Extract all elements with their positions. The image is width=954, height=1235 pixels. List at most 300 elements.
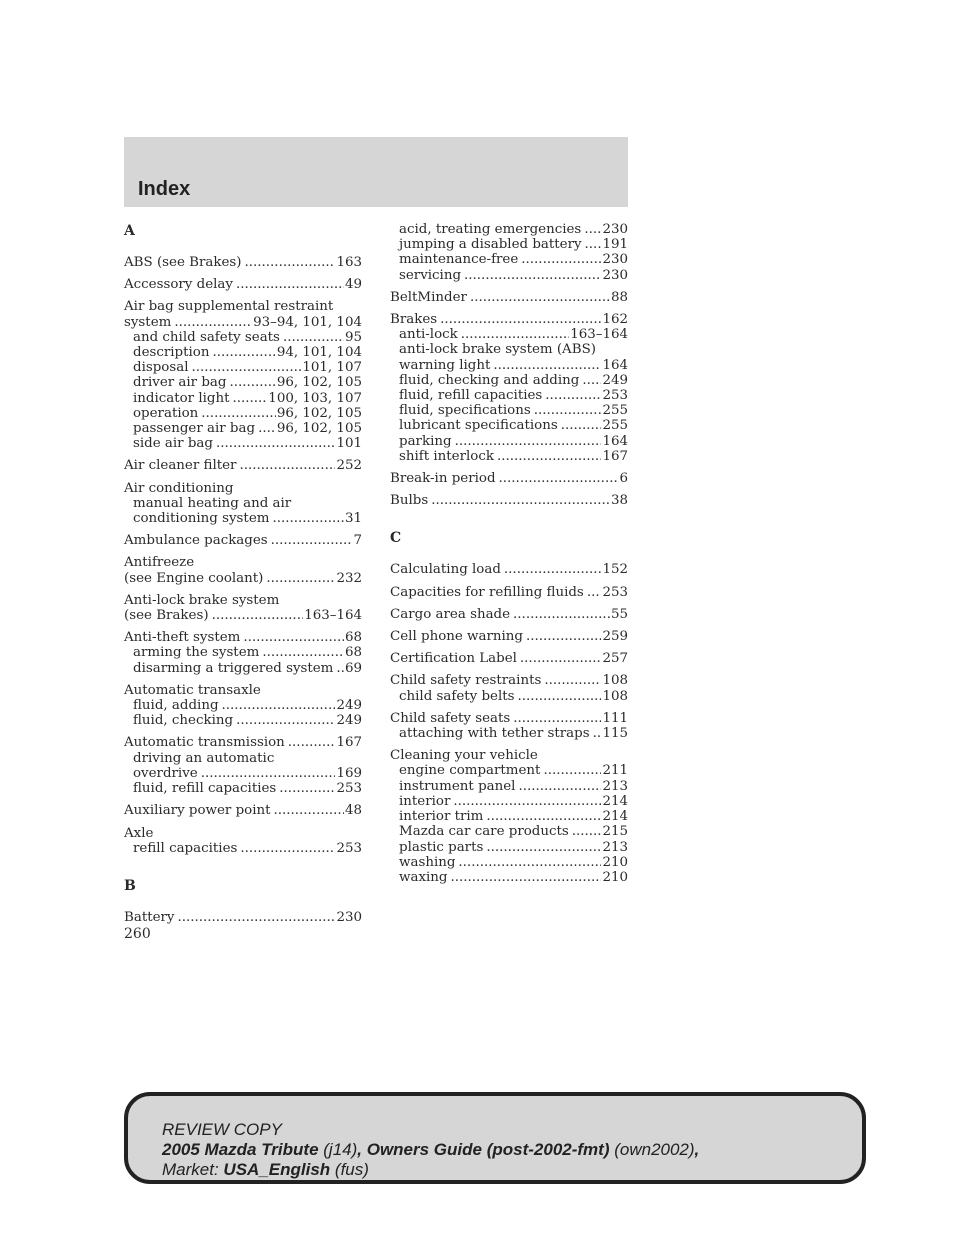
entry-term: fluid, adding [133, 698, 219, 714]
dot-leader [544, 673, 601, 688]
index-entry-line [390, 607, 628, 622]
vehicle-model-code: (j14) [323, 1140, 358, 1159]
entry-term: refill capacities [133, 840, 238, 856]
index-entry-line [124, 608, 362, 623]
entry-term: driving an automatic [133, 750, 275, 766]
dot-leader [192, 360, 302, 375]
entry-page-ref: 249 [336, 698, 362, 714]
entries-b-continued [390, 222, 628, 508]
index-entry-line [124, 571, 362, 586]
index-subentry-line [124, 698, 362, 713]
section-letter-c: C [390, 530, 402, 547]
dot-leader [288, 735, 336, 750]
index-entry-line [390, 711, 628, 726]
index-entry [124, 277, 362, 292]
index-entry [390, 493, 628, 508]
entry-term: fluid, refill capacities [133, 781, 277, 797]
entry-page-ref: 232 [336, 570, 362, 586]
market-label: Market: [162, 1160, 219, 1179]
entry-page-ref: 214 [602, 809, 628, 825]
entry-term: servicing [399, 267, 462, 283]
entry-term: parking [399, 433, 452, 449]
entry-page-ref: 93–94, 101, 104 [253, 314, 362, 330]
entry-page-ref: 38 [610, 493, 628, 509]
entries-a [124, 255, 362, 856]
index-entry [390, 748, 628, 885]
entry-page-ref: 152 [602, 562, 628, 578]
entry-term: Brakes [390, 312, 438, 328]
index-entry [124, 683, 362, 729]
header-band [124, 137, 628, 207]
index-entry-line [124, 299, 362, 314]
entry-page-ref: 253 [602, 584, 628, 600]
entry-page-ref: 215 [602, 824, 628, 840]
index-column-left [124, 222, 362, 932]
guide-name: , Owners Guide (post-2002-fmt) [357, 1140, 610, 1159]
index-subentry-line [390, 689, 628, 704]
index-entry [124, 735, 362, 796]
index-entry-line [390, 585, 628, 600]
title-comma: , [694, 1140, 700, 1159]
dot-leader [526, 629, 601, 644]
dot-leader [174, 315, 252, 330]
entry-page-ref: 210 [602, 854, 628, 870]
entry-page-ref: 255 [602, 418, 628, 434]
dot-leader [271, 533, 353, 548]
index-subentry-line [124, 375, 362, 390]
review-copy-label: REVIEW COPY [162, 1120, 282, 1139]
entry-page-ref: 48 [344, 803, 362, 819]
index-subentry-line [390, 222, 628, 237]
review-copy-text [162, 1120, 699, 1180]
entry-term: Air cleaner filter [124, 458, 237, 474]
entry-page-ref: 230 [602, 222, 628, 237]
entry-term: (see Brakes) [124, 608, 209, 624]
dot-leader [222, 698, 336, 713]
index-subentry-line [390, 403, 628, 418]
index-entry [124, 458, 362, 473]
index-entry-line [124, 630, 362, 645]
entry-term: overdrive [133, 765, 198, 781]
entry-page-ref: 213 [602, 778, 628, 794]
index-subentry-line [390, 824, 628, 839]
dot-leader [513, 607, 610, 622]
entry-page-ref: 108 [602, 673, 628, 689]
index-subentry-line [390, 373, 628, 388]
dot-leader [543, 763, 601, 778]
dot-leader [233, 391, 268, 406]
index-entry-line [390, 629, 628, 644]
index-entry-line [390, 562, 628, 577]
dot-leader [499, 471, 619, 486]
entry-page-ref: 101 [336, 436, 362, 452]
dot-leader [582, 373, 601, 388]
dot-leader [239, 458, 335, 473]
dot-leader [431, 493, 610, 508]
entry-page-ref: 253 [602, 388, 628, 404]
index-subentry-line [124, 511, 362, 526]
entry-term: Accessory delay [124, 277, 233, 293]
index-subentry-line [390, 449, 628, 464]
index-subentry-line [124, 345, 362, 360]
entry-term: Air bag supplemental restraint [124, 299, 334, 315]
index-entry [124, 555, 362, 585]
entry-page-ref: 191 [602, 237, 628, 253]
index-entry-line [124, 910, 362, 925]
entry-term: system [124, 314, 172, 330]
entry-page-ref: 88 [610, 289, 628, 305]
index-entry-line [124, 255, 362, 270]
page-number: 260 [124, 926, 151, 942]
index-subentry-line [124, 436, 362, 451]
review-copy-title-line [162, 1140, 699, 1160]
dot-leader [258, 421, 276, 436]
dot-leader [521, 252, 601, 267]
entry-term: Ambulance packages [124, 533, 268, 549]
dot-leader [461, 327, 569, 342]
index-entry [124, 481, 362, 527]
index-entry [390, 651, 628, 666]
entry-term: (see Engine coolant) [124, 570, 264, 586]
index-entry [390, 471, 628, 486]
index-entry-line [124, 803, 362, 818]
entry-page-ref: 163 [336, 255, 362, 270]
entry-term: ABS (see Brakes) [124, 255, 242, 270]
index-subentry-line [124, 406, 362, 421]
index-subentry-line [390, 809, 628, 824]
entry-page-ref: 96, 102, 105 [276, 375, 362, 391]
index-subentry-line [390, 388, 628, 403]
entry-page-ref: 167 [336, 735, 362, 751]
entry-page-ref: 164 [602, 357, 628, 373]
entry-term: Air conditioning [124, 480, 234, 496]
index-entry-line [124, 826, 362, 841]
dot-leader [518, 689, 602, 704]
index-entry-line [390, 312, 628, 327]
index-entry-line [124, 458, 362, 473]
dot-leader [212, 608, 304, 623]
entry-page-ref: 255 [602, 403, 628, 419]
index-entry-line [390, 651, 628, 666]
index-subentry-line [390, 726, 628, 741]
entry-term: anti-lock brake system (ABS) [399, 342, 596, 358]
entry-page-ref: 115 [602, 726, 628, 742]
entry-term: Cell phone warning [390, 629, 524, 645]
index-entry [390, 629, 628, 644]
index-subentry-line [124, 645, 362, 660]
entry-term: maintenance-free [399, 252, 519, 268]
market-code: (fus) [334, 1160, 369, 1179]
index-entry [390, 585, 628, 600]
dot-leader [455, 434, 602, 449]
entry-page-ref: 68 [344, 630, 362, 646]
section-letter-b: B [124, 877, 136, 894]
index-subentry-line [124, 751, 362, 766]
index-column-right [390, 222, 628, 892]
section-letter-a: A [124, 223, 135, 239]
dot-leader [336, 661, 344, 676]
dot-leader [245, 255, 336, 270]
entry-term: disposal [133, 360, 189, 376]
dot-leader [545, 388, 601, 403]
index-entry-line [390, 673, 628, 688]
entry-page-ref: 230 [602, 267, 628, 283]
entry-term: description [133, 345, 210, 361]
entry-page-ref: 100, 103, 107 [268, 390, 362, 406]
entries-c [390, 562, 628, 885]
dot-leader [262, 645, 344, 660]
dot-leader [518, 779, 601, 794]
entry-page-ref: 164 [602, 433, 628, 449]
index-entry [124, 533, 362, 548]
entry-page-ref: 94, 101, 104 [276, 345, 362, 361]
dot-leader [572, 824, 602, 839]
entry-term: lubricant specifications [399, 418, 558, 434]
dot-leader [593, 726, 602, 741]
entry-term: Axle [124, 825, 154, 841]
index-subentry-line [124, 781, 362, 796]
entry-term: attaching with tether straps [399, 726, 590, 742]
market-value: USA_English [223, 1160, 331, 1179]
dot-leader [216, 436, 335, 451]
entry-page-ref: 249 [336, 713, 362, 729]
dot-leader [464, 268, 601, 283]
index-subentry-line [124, 713, 362, 728]
dot-leader [504, 562, 602, 577]
entry-page-ref: 214 [602, 793, 628, 809]
index-entry-line [390, 493, 628, 508]
index-subentry-line [390, 358, 628, 373]
entry-term: Cargo area shade [390, 606, 511, 622]
dot-leader [486, 809, 601, 824]
entry-term: BeltMinder [390, 289, 467, 305]
entry-term: disarming a triggered system [133, 660, 334, 676]
entry-term: Mazda car care products [399, 824, 569, 840]
index-entry [124, 255, 362, 270]
dot-leader [236, 277, 344, 292]
entry-term: side air bag [133, 436, 213, 452]
dot-leader [236, 713, 335, 728]
index-entry [390, 607, 628, 622]
index-entry-line [124, 315, 362, 330]
entry-term: washing [399, 854, 456, 870]
index-subentry-line [390, 763, 628, 778]
dot-leader [520, 651, 602, 666]
index-entry-line [124, 735, 362, 750]
entry-page-ref: 111 [602, 710, 628, 726]
index-subentry-line [124, 841, 362, 856]
entry-page-ref: 101, 107 [302, 360, 362, 376]
dot-leader [470, 290, 610, 305]
entry-term: Certification Label [390, 651, 517, 667]
entry-term: interior [399, 793, 451, 809]
entry-term: jumping a disabled battery [399, 237, 582, 253]
entry-term: Antifreeze [124, 555, 195, 571]
entry-term: fluid, checking and adding [399, 372, 580, 388]
entry-page-ref: 31 [344, 511, 362, 527]
entry-term: shift interlock [399, 448, 494, 464]
index-entry-line [390, 748, 628, 763]
dot-leader [266, 571, 335, 586]
entry-term: fluid, refill capacities [399, 388, 543, 404]
dot-leader [458, 855, 601, 870]
dot-leader [587, 585, 602, 600]
index-entry-line [124, 683, 362, 698]
entry-term: instrument panel [399, 778, 516, 794]
entry-page-ref: 162 [602, 312, 628, 328]
dot-leader [243, 630, 344, 645]
index-subentry-line [390, 855, 628, 870]
entry-term: Cleaning your vehicle [390, 748, 538, 764]
entry-page-ref: 96, 102, 105 [276, 421, 362, 437]
page-title: Index [138, 178, 191, 200]
dot-leader [272, 511, 344, 526]
index-subentry-line [390, 779, 628, 794]
entry-page-ref: 49 [344, 277, 362, 293]
entry-page-ref: 6 [619, 471, 628, 487]
entry-term: engine compartment [399, 763, 541, 779]
entry-page-ref: 252 [336, 458, 362, 474]
entry-page-ref: 163–164 [570, 327, 628, 343]
entry-term: Automatic transmission [124, 735, 285, 751]
entry-term: and child safety seats [133, 329, 280, 345]
index-subentry-line [390, 237, 628, 252]
entry-term: fluid, checking [133, 713, 234, 729]
entry-page-ref: 68 [344, 645, 362, 661]
entry-term: Child safety restraints [390, 673, 542, 689]
entry-page-ref: 55 [610, 606, 628, 622]
index-subentry-line [390, 840, 628, 855]
index-entry [124, 803, 362, 818]
entry-term: Break-in period [390, 471, 496, 487]
dot-leader [497, 449, 601, 464]
index-subentry-line [390, 418, 628, 433]
index-subentry-line [124, 330, 362, 345]
index-entry-line [124, 593, 362, 608]
entry-term: warning light [399, 357, 491, 373]
entry-term: Calculating load [390, 562, 501, 578]
index-entry-line [390, 471, 628, 486]
entry-term: manual heating and air [133, 495, 292, 511]
entry-term: Battery [124, 909, 175, 925]
vehicle-model: 2005 Mazda Tribute [162, 1140, 319, 1159]
dot-leader [534, 403, 602, 418]
entry-page-ref: 230 [336, 909, 362, 925]
dot-leader [240, 841, 335, 856]
entry-term: plastic parts [399, 839, 484, 855]
entry-term: interior trim [399, 809, 484, 825]
index-entry-line [124, 481, 362, 496]
entry-term: indicator light [133, 390, 230, 406]
index-subentry-line [124, 766, 362, 781]
index-subentry-line [390, 794, 628, 809]
entry-term: fluid, specifications [399, 403, 531, 419]
entry-term: arming the system [133, 645, 260, 661]
review-copy-box [124, 1092, 866, 1184]
entry-term: conditioning system [133, 511, 270, 527]
entry-term: Capacities for refilling fluids [390, 584, 584, 600]
entry-term: acid, treating emergencies [399, 222, 582, 237]
dot-leader [177, 910, 335, 925]
entry-term: waxing [399, 869, 448, 885]
index-entry-line [390, 290, 628, 305]
entry-page-ref: 213 [602, 839, 628, 855]
dot-leader [201, 766, 336, 781]
entry-term: Auxiliary power point [124, 803, 271, 819]
entry-page-ref: 163–164 [304, 608, 362, 624]
dot-leader [585, 237, 602, 252]
entry-page-ref: 169 [336, 765, 362, 781]
entry-term: passenger air bag [133, 421, 256, 437]
index-subentry-line [390, 327, 628, 342]
index-subentry-line [124, 391, 362, 406]
entry-term: driver air bag [133, 375, 227, 391]
index-entry [124, 593, 362, 623]
index-subentry-line [390, 342, 628, 357]
entry-term: Anti-theft system [124, 630, 241, 646]
index-entry [390, 673, 628, 703]
index-subentry-line [124, 421, 362, 436]
index-subentry-line [124, 661, 362, 676]
review-copy-market-line [162, 1160, 699, 1180]
index-entry [124, 299, 362, 451]
index-subentry-line [390, 252, 628, 267]
index-entry [390, 290, 628, 305]
entry-page-ref: 108 [602, 688, 628, 704]
index-entry [390, 562, 628, 577]
entry-page-ref: 69 [344, 660, 362, 676]
entry-page-ref: 230 [602, 252, 628, 268]
entry-page-ref: 257 [602, 651, 628, 667]
index-entry [124, 630, 362, 676]
index-entry [390, 222, 628, 283]
index-subentry-line [124, 496, 362, 511]
index-entry-line [124, 533, 362, 548]
entry-page-ref: 96, 102, 105 [276, 405, 362, 421]
entries-b [124, 910, 362, 925]
entry-page-ref: 253 [336, 781, 362, 797]
entry-page-ref: 253 [336, 840, 362, 856]
dot-leader [450, 870, 601, 885]
entry-page-ref: 210 [602, 869, 628, 885]
dot-leader [453, 794, 601, 809]
dot-leader [513, 711, 601, 726]
dot-leader [561, 418, 602, 433]
entry-page-ref: 7 [353, 533, 362, 549]
dot-leader [440, 312, 601, 327]
entry-term: Anti-lock brake system [124, 592, 280, 608]
dot-leader [584, 222, 601, 237]
dot-leader [201, 406, 276, 421]
index-subentry-line [124, 360, 362, 375]
dot-leader [274, 803, 344, 818]
guide-code: (own2002) [614, 1140, 695, 1159]
index-entry [390, 711, 628, 741]
index-entry-line [124, 277, 362, 292]
entry-page-ref: 259 [602, 629, 628, 645]
dot-leader [283, 330, 344, 345]
dot-leader [493, 358, 601, 373]
index-entry [124, 826, 362, 856]
entry-term: Child safety seats [390, 710, 511, 726]
dot-leader [229, 375, 275, 390]
entry-page-ref: 95 [344, 329, 362, 345]
dot-leader [212, 345, 275, 360]
entry-page-ref: 167 [602, 448, 628, 464]
index-subentry-line [390, 870, 628, 885]
entry-term: operation [133, 405, 199, 421]
index-entry-line [124, 555, 362, 570]
